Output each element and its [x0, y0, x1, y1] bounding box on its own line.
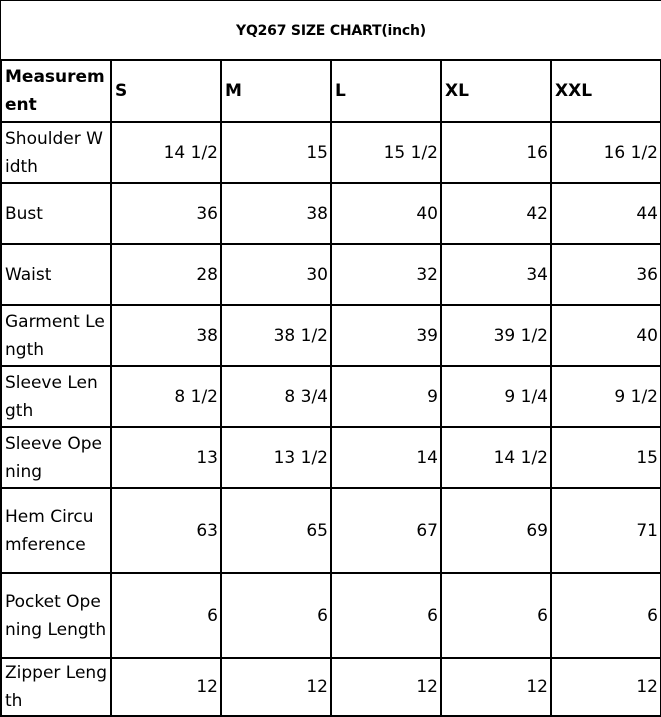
cell-value: 14 1/2	[111, 122, 221, 183]
row-label: Shoulder Width	[1, 122, 111, 183]
cell-value: 44	[551, 183, 661, 244]
cell-value: 14 1/2	[441, 427, 551, 488]
table-row	[1, 244, 661, 305]
cell-value: 6	[331, 573, 441, 658]
row-label: Sleeve Opening	[1, 427, 111, 488]
cell-value: 8 3/4	[221, 366, 331, 427]
cell-value: 63	[111, 488, 221, 573]
row-label: Sleeve Length	[1, 366, 111, 427]
cell-value: 12	[551, 658, 661, 716]
cell-value: 12	[441, 658, 551, 716]
header-size-l: L	[331, 60, 441, 122]
cell-value: 12	[111, 658, 221, 716]
cell-value: 36	[111, 183, 221, 244]
cell-value: 16	[441, 122, 551, 183]
cell-value: 12	[221, 658, 331, 716]
cell-value: 15	[551, 427, 661, 488]
cell-value: 71	[551, 488, 661, 573]
chart-title: YQ267 SIZE CHART(inch)	[0, 0, 661, 60]
table-row	[1, 658, 661, 716]
cell-value: 12	[331, 658, 441, 716]
cell-value: 67	[331, 488, 441, 573]
row-label: Waist	[1, 244, 111, 305]
cell-value: 40	[551, 305, 661, 366]
header-measurement: Measurement	[1, 60, 111, 122]
table-row	[1, 427, 661, 488]
cell-value: 42	[441, 183, 551, 244]
table-row	[1, 183, 661, 244]
header-size-xl: XL	[441, 60, 551, 122]
row-label: Pocket Opening Length	[1, 573, 111, 658]
cell-value: 38	[111, 305, 221, 366]
cell-value: 38 1/2	[221, 305, 331, 366]
header-row	[1, 60, 661, 122]
cell-value: 9 1/4	[441, 366, 551, 427]
cell-value: 40	[331, 183, 441, 244]
row-label: Hem Circumference	[1, 488, 111, 573]
cell-value: 15 1/2	[331, 122, 441, 183]
row-label: Bust	[1, 183, 111, 244]
cell-value: 28	[111, 244, 221, 305]
cell-value: 14	[331, 427, 441, 488]
cell-value: 36	[551, 244, 661, 305]
table-row	[1, 305, 661, 366]
table-row	[1, 573, 661, 658]
table-row	[1, 366, 661, 427]
cell-value: 38	[221, 183, 331, 244]
cell-value: 32	[331, 244, 441, 305]
size-chart-table	[0, 59, 661, 717]
row-label: Zipper Length	[1, 658, 111, 716]
cell-value: 9 1/2	[551, 366, 661, 427]
cell-value: 16 1/2	[551, 122, 661, 183]
cell-value: 6	[441, 573, 551, 658]
header-size-m: M	[221, 60, 331, 122]
cell-value: 34	[441, 244, 551, 305]
cell-value: 6	[111, 573, 221, 658]
cell-value: 65	[221, 488, 331, 573]
cell-value: 39 1/2	[441, 305, 551, 366]
cell-value: 9	[331, 366, 441, 427]
cell-value: 15	[221, 122, 331, 183]
table-row	[1, 488, 661, 573]
cell-value: 39	[331, 305, 441, 366]
header-size-s: S	[111, 60, 221, 122]
cell-value: 30	[221, 244, 331, 305]
table-row	[1, 122, 661, 183]
cell-value: 6	[221, 573, 331, 658]
cell-value: 69	[441, 488, 551, 573]
cell-value: 13 1/2	[221, 427, 331, 488]
row-label: Garment Length	[1, 305, 111, 366]
cell-value: 13	[111, 427, 221, 488]
header-size-xxl: XXL	[551, 60, 661, 122]
cell-value: 6	[551, 573, 661, 658]
cell-value: 8 1/2	[111, 366, 221, 427]
